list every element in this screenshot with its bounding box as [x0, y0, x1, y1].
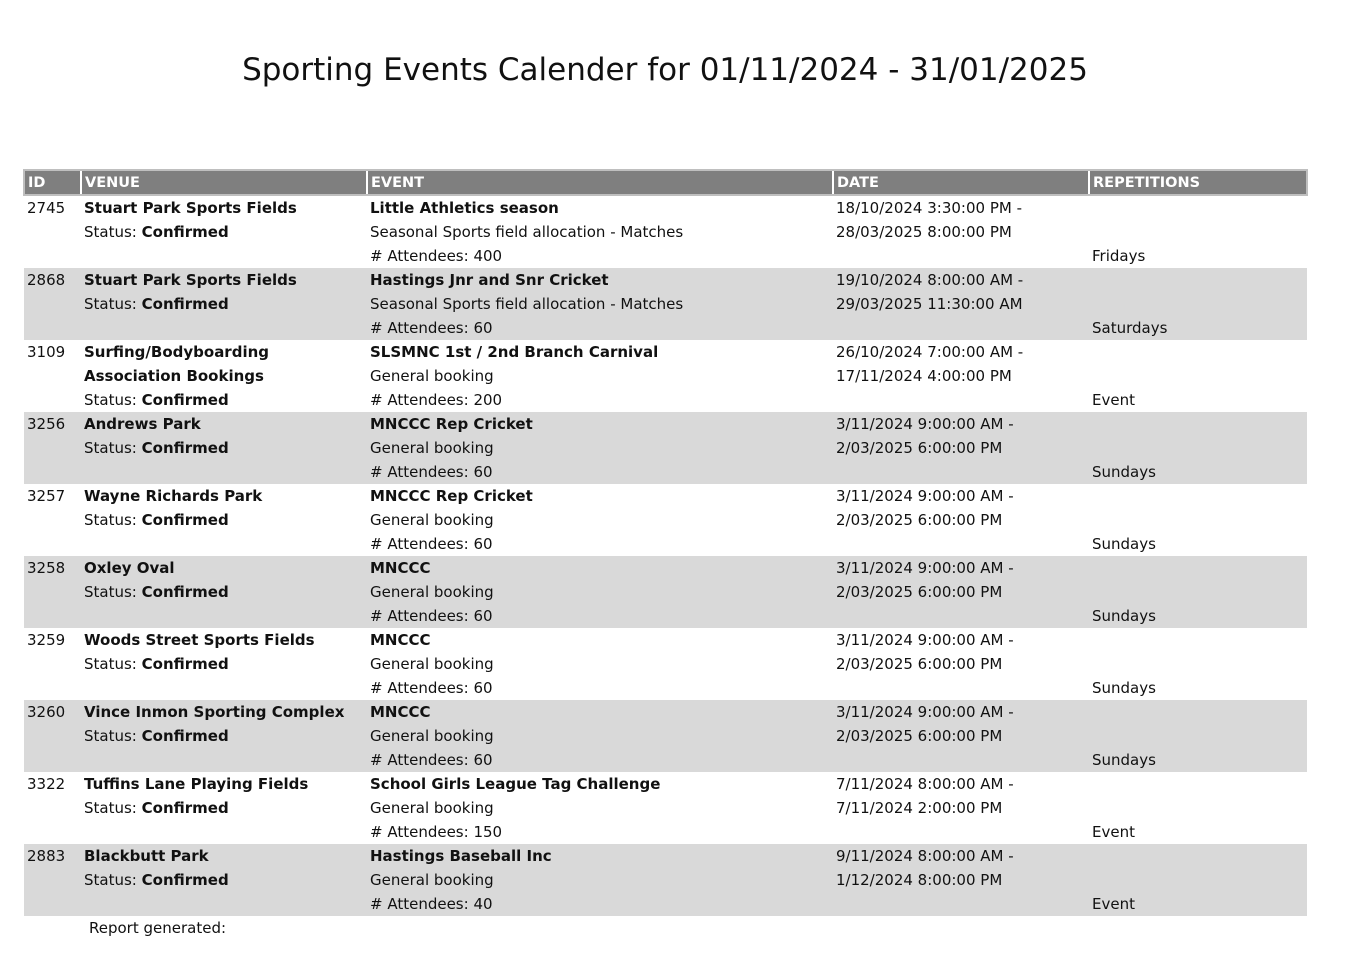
attendees-value: 60 [473, 463, 493, 481]
venue-status [84, 220, 364, 244]
row-event [367, 772, 833, 844]
venue-status [84, 652, 364, 676]
attendees-label: # Attendees: [370, 823, 469, 841]
status-value: Confirmed [141, 295, 229, 313]
table-header [24, 170, 1307, 195]
event-attendees [370, 532, 830, 556]
row-event [367, 340, 833, 412]
row-id [24, 628, 81, 700]
venue-status [84, 580, 364, 604]
status-label: Status: [84, 727, 137, 745]
date-end: 2/03/2025 6:00:00 PM [836, 583, 1003, 601]
table-row [24, 340, 1307, 412]
attendees-label: # Attendees: [370, 679, 469, 697]
row-repetition [1089, 268, 1307, 340]
attendees-label: # Attendees: [370, 535, 469, 553]
row-repetition [1089, 340, 1307, 412]
repetition-value: Sundays [1092, 535, 1156, 553]
header-date: DATE [833, 170, 1089, 195]
venue-name: Oxley Oval [84, 559, 175, 577]
attendees-label: # Attendees: [370, 463, 469, 481]
row-venue [81, 844, 367, 916]
row-repetition [1089, 484, 1307, 556]
table-body [24, 195, 1307, 916]
date-end: 17/11/2024 4:00:00 PM [836, 367, 1012, 385]
venue-status [84, 868, 364, 892]
venue-name: Woods Street Sports Fields [84, 631, 315, 649]
table-row [24, 268, 1307, 340]
status-value: Confirmed [141, 871, 229, 889]
row-id [24, 556, 81, 628]
event-attendees [370, 676, 830, 700]
venue-status [84, 796, 364, 820]
date-end: 2/03/2025 6:00:00 PM [836, 727, 1003, 745]
event-name: MNCCC Rep Cricket [370, 415, 533, 433]
row-venue [81, 772, 367, 844]
row-venue [81, 340, 367, 412]
venue-status [84, 508, 364, 532]
attendees-label: # Attendees: [370, 319, 469, 337]
row-venue [81, 195, 367, 268]
row-event [367, 556, 833, 628]
date-end: 1/12/2024 8:00:00 PM [836, 871, 1003, 889]
header-event: EVENT [367, 170, 833, 195]
event-id: 3322 [27, 775, 66, 793]
row-event [367, 412, 833, 484]
row-repetition [1089, 700, 1307, 772]
row-date [833, 556, 1089, 628]
date-start: 3/11/2024 9:00:00 AM - [836, 415, 1014, 433]
repetition-value: Sundays [1092, 679, 1156, 697]
row-date [833, 484, 1089, 556]
event-attendees [370, 244, 830, 268]
row-id [24, 268, 81, 340]
row-date [833, 412, 1089, 484]
event-attendees [370, 604, 830, 628]
event-name: Little Athletics season [370, 199, 559, 217]
date-start: 7/11/2024 8:00:00 AM - [836, 775, 1014, 793]
table-row [24, 412, 1307, 484]
row-date [833, 844, 1089, 916]
repetition-value: Saturdays [1092, 319, 1168, 337]
date-end: 2/03/2025 6:00:00 PM [836, 511, 1003, 529]
row-event [367, 195, 833, 268]
row-date [833, 340, 1089, 412]
row-date [833, 700, 1089, 772]
status-label: Status: [84, 439, 137, 457]
date-end: 2/03/2025 6:00:00 PM [836, 655, 1003, 673]
event-attendees [370, 460, 830, 484]
row-venue [81, 700, 367, 772]
status-value: Confirmed [141, 223, 229, 241]
date-start: 3/11/2024 9:00:00 AM - [836, 559, 1014, 577]
repetition-value: Fridays [1092, 247, 1146, 265]
repetition-value: Sundays [1092, 607, 1156, 625]
attendees-label: # Attendees: [370, 751, 469, 769]
event-type: General booking [370, 583, 494, 601]
event-type: General booking [370, 799, 494, 817]
event-name: School Girls League Tag Challenge [370, 775, 661, 793]
venue-name: Stuart Park Sports Fields [84, 271, 297, 289]
status-value: Confirmed [141, 511, 229, 529]
event-type: General booking [370, 727, 494, 745]
repetition-value: Event [1092, 391, 1135, 409]
status-label: Status: [84, 799, 137, 817]
attendees-label: # Attendees: [370, 895, 469, 913]
date-start: 3/11/2024 9:00:00 AM - [836, 487, 1014, 505]
event-type: General booking [370, 655, 494, 673]
event-id: 3260 [27, 703, 66, 721]
venue-status [84, 388, 364, 412]
attendees-label: # Attendees: [370, 247, 469, 265]
attendees-value: 60 [473, 319, 493, 337]
date-end: 28/03/2025 8:00:00 PM [836, 223, 1012, 241]
event-attendees [370, 748, 830, 772]
venue-name: Vince Inmon Sporting Complex [84, 703, 345, 721]
date-start: 3/11/2024 9:00:00 AM - [836, 703, 1014, 721]
table-row [24, 772, 1307, 844]
row-date [833, 268, 1089, 340]
status-label: Status: [84, 391, 137, 409]
attendees-value: 400 [473, 247, 503, 265]
venue-status [84, 724, 364, 748]
event-id: 3257 [27, 487, 66, 505]
attendees-label: # Attendees: [370, 391, 469, 409]
date-end: 2/03/2025 6:00:00 PM [836, 439, 1003, 457]
attendees-value: 60 [473, 535, 493, 553]
row-id [24, 700, 81, 772]
repetition-value: Event [1092, 895, 1135, 913]
event-attendees [370, 316, 830, 340]
row-repetition [1089, 844, 1307, 916]
table-row [24, 484, 1307, 556]
event-id: 3256 [27, 415, 66, 433]
events-table [23, 169, 1308, 916]
status-value: Confirmed [141, 799, 229, 817]
date-end: 7/11/2024 2:00:00 PM [836, 799, 1003, 817]
venue-name: Andrews Park [84, 415, 201, 433]
venue-name: Tuffins Lane Playing Fields [84, 775, 309, 793]
row-venue [81, 628, 367, 700]
venue-name: Stuart Park Sports Fields [84, 199, 297, 217]
row-event [367, 628, 833, 700]
venue-status [84, 292, 364, 316]
event-id: 2745 [27, 199, 66, 217]
status-value: Confirmed [141, 727, 229, 745]
event-attendees [370, 892, 830, 916]
venue-name: Blackbutt Park [84, 847, 209, 865]
event-name: Hastings Baseball Inc [370, 847, 552, 865]
date-start: 9/11/2024 8:00:00 AM - [836, 847, 1014, 865]
date-start: 26/10/2024 7:00:00 AM - [836, 343, 1024, 361]
event-name: MNCCC [370, 631, 431, 649]
event-name: MNCCC [370, 559, 431, 577]
row-id [24, 412, 81, 484]
row-repetition [1089, 772, 1307, 844]
attendees-value: 60 [473, 679, 493, 697]
report-title: Sporting Events Calender for 01/11/2024 - 31/01/2025 [242, 52, 1088, 88]
attendees-value: 60 [473, 607, 493, 625]
event-id: 2883 [27, 847, 66, 865]
status-label: Status: [84, 511, 137, 529]
venue-name: Surfing/Bodyboarding Association Bookings [84, 343, 270, 385]
header-id: ID [24, 170, 81, 195]
event-id: 3109 [27, 343, 66, 361]
row-repetition [1089, 195, 1307, 268]
row-id [24, 340, 81, 412]
row-date [833, 195, 1089, 268]
event-type: Seasonal Sports field allocation - Matches [370, 295, 684, 313]
report-generated-label: Report generated: [89, 919, 227, 937]
row-repetition [1089, 628, 1307, 700]
row-venue [81, 412, 367, 484]
event-type: General booking [370, 439, 494, 457]
event-attendees [370, 388, 830, 412]
table-row [24, 195, 1307, 268]
status-label: Status: [84, 583, 137, 601]
repetition-value: Sundays [1092, 463, 1156, 481]
date-end: 29/03/2025 11:30:00 AM [836, 295, 1023, 313]
status-label: Status: [84, 655, 137, 673]
row-event [367, 484, 833, 556]
row-id [24, 772, 81, 844]
attendees-value: 200 [473, 391, 503, 409]
event-id: 3258 [27, 559, 66, 577]
event-name: SLSMNC 1st / 2nd Branch Carnival [370, 343, 659, 361]
header-repetitions: REPETITIONS [1089, 170, 1307, 195]
row-date [833, 772, 1089, 844]
event-type: Seasonal Sports field allocation - Matches [370, 223, 684, 241]
status-label: Status: [84, 223, 137, 241]
attendees-value: 60 [473, 751, 493, 769]
event-id: 2868 [27, 271, 66, 289]
date-start: 3/11/2024 9:00:00 AM - [836, 631, 1014, 649]
row-id [24, 844, 81, 916]
status-value: Confirmed [141, 439, 229, 457]
repetition-value: Event [1092, 823, 1135, 841]
repetition-value: Sundays [1092, 751, 1156, 769]
status-value: Confirmed [141, 391, 229, 409]
event-type: General booking [370, 367, 494, 385]
table-row [24, 556, 1307, 628]
row-repetition [1089, 556, 1307, 628]
row-id [24, 484, 81, 556]
row-event [367, 700, 833, 772]
row-id [24, 195, 81, 268]
event-name: Hastings Jnr and Snr Cricket [370, 271, 609, 289]
venue-status [84, 436, 364, 460]
row-event [367, 268, 833, 340]
event-attendees [370, 820, 830, 844]
date-start: 19/10/2024 8:00:00 AM - [836, 271, 1024, 289]
status-label: Status: [84, 871, 137, 889]
status-label: Status: [84, 295, 137, 313]
attendees-value: 150 [473, 823, 503, 841]
table-row [24, 700, 1307, 772]
table-row [24, 844, 1307, 916]
event-id: 3259 [27, 631, 66, 649]
header-venue: VENUE [81, 170, 367, 195]
row-venue [81, 268, 367, 340]
attendees-label: # Attendees: [370, 607, 469, 625]
event-name: MNCCC Rep Cricket [370, 487, 533, 505]
row-event [367, 844, 833, 916]
event-name: MNCCC [370, 703, 431, 721]
row-date [833, 628, 1089, 700]
event-type: General booking [370, 511, 494, 529]
status-value: Confirmed [141, 655, 229, 673]
row-venue [81, 556, 367, 628]
date-start: 18/10/2024 3:30:00 PM - [836, 199, 1022, 217]
event-type: General booking [370, 871, 494, 889]
venue-name: Wayne Richards Park [84, 487, 263, 505]
row-venue [81, 484, 367, 556]
table-row [24, 628, 1307, 700]
attendees-value: 40 [473, 895, 493, 913]
row-repetition [1089, 412, 1307, 484]
status-value: Confirmed [141, 583, 229, 601]
